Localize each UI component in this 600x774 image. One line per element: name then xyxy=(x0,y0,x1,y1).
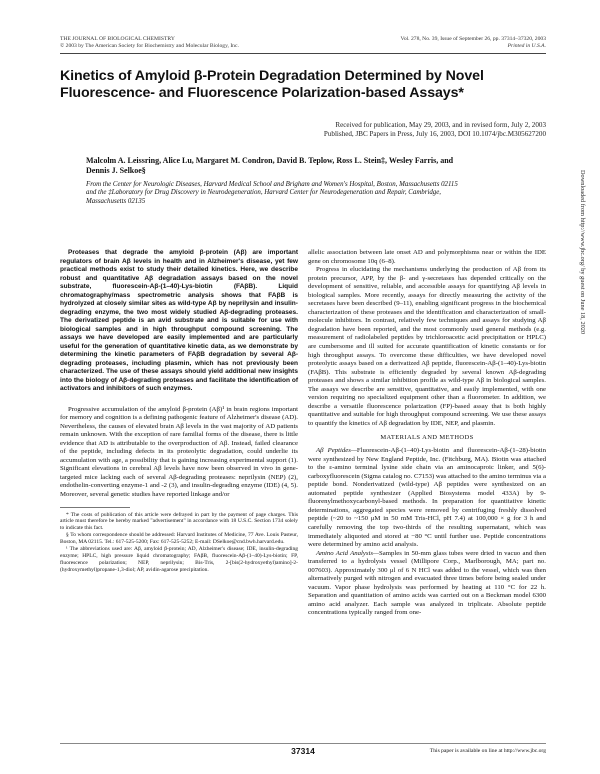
author-list: Malcolm A. Leissring, Alice Lu, Margaret M. Condron, David B. Teplow, Ross L. Stein‡, Wesley Farris, and Dennis J. Selkoe§ xyxy=(86,155,454,176)
methods-peptides-heading: Aβ Peptides— xyxy=(316,447,357,455)
left-column xyxy=(60,249,298,574)
volume-issue: Vol. 278, No. 39, Issue of September 26, pp. 37314–37320, 2003 xyxy=(400,36,546,42)
copyright-line: © 2003 by The American Society for Biochemistry and Molecular Biology, Inc. xyxy=(60,43,239,49)
methods-amino-acid xyxy=(308,550,546,618)
body-columns xyxy=(60,249,546,759)
intro-continuation: allelic association between late onset AD and polymorphisms near or within the IDE gene on chromosome 10q (6–8). xyxy=(308,249,546,265)
intro-paragraph-2: Progress in elucidating the mechanisms underlying the production of Aβ from its protein precursor, APP, by the β- and γ-secretases has depended critically on the development of sensitive, reliable, and accessible assays for quantifying Aβ levels in biological samples. More recently, assays for directly measuring the activity of the secretases have been described (9–11), enabling significant progress in the biochemical characterization of these proteases and the identification and characterization of small-molecule inhibitors. In contrast, relatively few techniques and assays for studying Aβ degradation have been reported, and the most commonly used general methods (e.g. measurement of radiolabeled peptides by trichloroacetic acid precipitation or HPLC) are cumbersome and ill suited for accurate quantification of kinetic constants or for high throughput assays. To overcome these difficulties, we have developed novel proteolytic assays based on a derivatized Aβ peptide, fluorescein-Aβ-(1–40)-Lys-biotin (FAβB). This substrate is efficiently degraded by several known Aβ-degrading proteases and shows a similar inhibition profile as wild-type Aβ in biological samples. The assays we describe are sensitive, quantitative, and easily implemented, with one version requiring no specialized equipment other than a fluorometer. In addition, we describe a versatile fluorescence polarization (FP)-based assay that is both highly quantitative and suitable for high throughput compound screening. We use these assays to quantify the kinetics of Aβ degradation by IDE, NEP, and plasmin. xyxy=(308,266,546,427)
header-rule xyxy=(60,53,546,54)
page-number: 37314 xyxy=(291,746,315,756)
section-heading: MATERIALS AND METHODS xyxy=(380,434,474,442)
printed-in: Printed in U.S.A. xyxy=(507,43,546,49)
intro-paragraph: Progressive accumulation of the amyloid β-protein (Aβ)¹ in brain regions important for memory and cognition is a defining pathogenic feature of Alzheimer's disease (AD). Nevertheless, the causes of elevated brain Aβ levels in the vast majority of AD patients remain unknown. With the exception of rare familial forms of the disease, there is little evidence that AD is attributable to the overproduction of Aβ. Instead, failed clearance of the peptide, including defects in its proteolytic degradation, could underlie its accumulation with age, a possibility that is gaining increasing experimental support (1). Significant elevations in cerebral Aβ levels have now been observed in vivo in gene-targeted mice lacking each of several Aβ-degrading proteases: neprilysin (NEP) (2), endothelin-converting enzyme-1 and -2 (3), and insulin-degrading enzyme (IDE) (4, 5). Moreover, several genetic studies have reported linkage and/or xyxy=(60,405,298,498)
publication-dates xyxy=(60,121,546,140)
methods-amino-acid-heading: Amino Acid Analysis— xyxy=(316,549,380,557)
affiliations: From the Center for Neurologic Diseases, Harvard Medical School and Brigham and Women's Hospital, Boston, Massachusetts 02115 and the ‡Laboratory for Drug Discovery in Neurodegeneration, Harvard Center for Neurodegeneration and Repair, Cambridge, Massachusetts 02135 xyxy=(86,180,458,205)
methods-peptides xyxy=(308,447,546,550)
article-title: Kinetics of Amyloid β-Protein Degradation Determined by Novel Fluorescence- and Fluorescence Polarization-based Assays* xyxy=(60,68,484,101)
footer-url[interactable]: This paper is available on line at http://www.jbc.org xyxy=(429,748,546,754)
footnote-rule xyxy=(60,507,130,508)
footnote-costs: * The costs of publication of this article were defrayed in part by the payment of page charges. This article must therefore be hereby marked "advertisement" in accordance with 18 U.S.C. Section 1734 solely to indicate this fact. xyxy=(60,511,298,532)
download-watermark xyxy=(576,170,588,500)
journal-name: THE JOURNAL OF BIOLOGICAL CHEMISTRY xyxy=(60,36,175,42)
footer-rule xyxy=(60,743,546,744)
received-date: Received for publication, May 29, 2003, and in revised form, July 2, 2003 xyxy=(335,121,546,129)
abstract: Proteases that degrade the amyloid β-protein (Aβ) are important regulators of brain Aβ levels in health and in Alzheimer's disease, yet few practical methods exist to study their detailed kinetics. Here, we describe robust and quantitative Aβ degradation assays based on the novel substrate, fluorescein-Aβ-(1–40)-Lys-biotin (FAβB). Liquid chromatography/mass spectrometric analysis shows that FAβB is hydrolyzed at closely similar sites as wild-type Aβ by neprilysin and insulin-degrading enzyme, the two most widely studied Aβ-degrading proteases. The derivatized peptide is an avid substrate and is suitable for use with biological samples and in high throughput compound screening. The assays we have developed are easily implemented and are particularly useful for the generation of quantitative kinetic data, as we demonstrate by determining the kinetic parameters of FAβB degradation by several Aβ-degrading proteases, including plasmin, which has not previously been characterized. The use of these assays should yield additional new insights into the biology of Aβ-degrading proteases and facilitate the identification of activators and inhibitors of such enzymes. xyxy=(60,249,298,392)
footnote-correspondence: § To whom correspondence should be addressed: Harvard Institutes of Medicine, 77 Ave. Louis Pasteur, Boston, MA 02115. Tel.: 617-525-5200; Fax: 617-525-5252; E-mail: DSelkoe@cnd.bwh.harvard.edu. xyxy=(60,532,298,546)
running-header xyxy=(60,36,546,50)
download-watermark-text[interactable]: Downloaded from http://www.jbc.org/ by guest on June 18, 2020 xyxy=(579,170,586,335)
footnote-abbreviations: ¹ The abbreviations used are: Aβ, amyloid β-protein; AD, Alzheimer's disease; IDE, insulin-degrading enzyme; HPLC, high pressure liquid chromatography; FAβB, fluorescein-Aβ-(1–40)-Lys-biotin; FP, fluorescence polarization; NEP, neprilysin; Bis-Tris, 2-[bis(2-hydroxyethyl)amino]-2-(hydroxymethyl)propane-1,3-diol; AP, avidin-agarose precipitation. xyxy=(60,546,298,573)
methods-amino-acid-text: Samples in 50-mm glass tubes were dried in vacuo and then transferred to a hydrolysis vessel (Millipore Corp., Marlborough, MA; part no. 007603). Approximately 300 μl of 6 N HCl was added to the vessel, which was then alternatively purged with nitrogen and evacuated three times before being sealed under vacuum. Vapor phase hydrolysis was performed by heating at 110 °C for 22 h. Separation and quantitation of amino acids was carried out on a Beckman model 6300 amino acid analyzer. Each sample was analyzed in triplicate. Absolute peptide concentrations typically ranged from one- xyxy=(308,549,547,617)
methods-peptides-text: Fluorescein-Aβ-(1–40)-Lys-biotin and fluorescein-Aβ-(1–28)-biotin were synthesized by New England Peptide, Inc. (Fitchburg, MA). Biotin was attached to the ε-amino terminal lysine side chain via an aminocaproic linker, and 5(6)-carboxyfluorescein (Sigma catalog no. C7153) was attached to the amino terminus via a peptide bond. Nonderivatized (wild-type) Aβ peptides were synthesized on an automated peptide synthesizer (Applied Biosystems model 433A) by 9-fluorenylmethoxycarbonyl-based methods. In preparation for quantitative kinetic determinations, aggregated species were removed by centrifuging freshly dissolved peptide (~20 to ~150 μM in 50 mM Tris-HCl, pH 7.4) at 100,000 × g for 3 h and carefully removing the top two-thirds of the resulting supernatant, which was immediately aliquoted and stored at −80 °C until further use. Peptide concentrations were determined by amino acid analysis. xyxy=(308,447,547,549)
published-doi: Published, JBC Papers in Press, July 16, 2003, DOI 10.1074/jbc.M305627200 xyxy=(323,130,546,139)
page xyxy=(60,36,547,617)
right-column xyxy=(308,249,546,618)
